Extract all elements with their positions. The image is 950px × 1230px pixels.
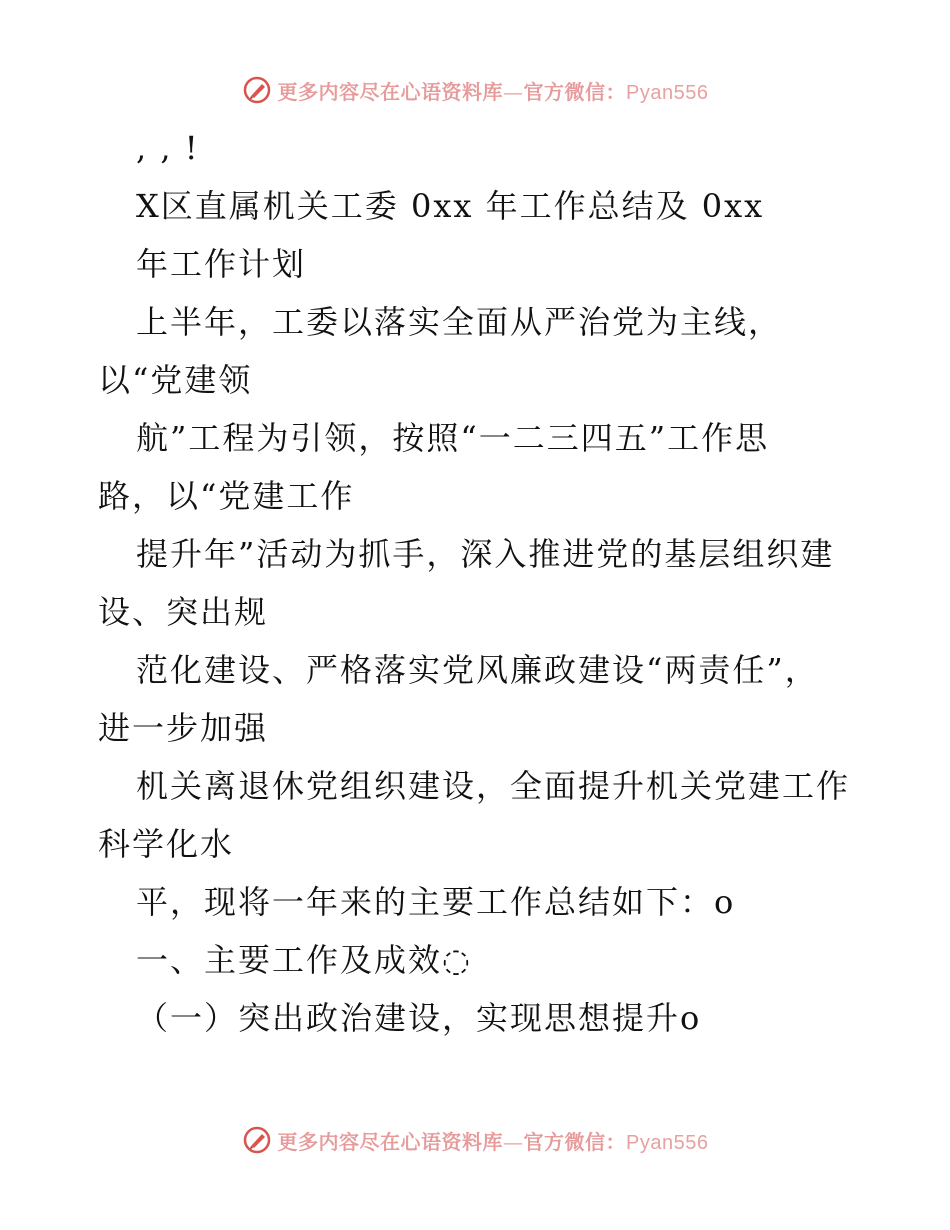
watermark-text bbox=[278, 1126, 709, 1155]
paragraph-line: 进一步加强 bbox=[98, 709, 269, 747]
paragraph-line: 设、突出规 bbox=[98, 593, 269, 631]
watermark-wechat-id: Pyan556 bbox=[626, 1131, 709, 1154]
watermark-wechat-label: 官方微信： bbox=[523, 79, 627, 104]
doc-title-line-1: X区直属机关工委 0xx 年工作总结及 0xx bbox=[136, 187, 765, 225]
footer-watermark bbox=[0, 1120, 950, 1160]
paragraph-line: 机关离退休党组织建设，全面提升机关党建工作 bbox=[136, 767, 851, 805]
watermark-dash: — bbox=[503, 79, 524, 104]
paragraph-line: 航”工程为引领，按照“一二三四五”工作思 bbox=[136, 419, 770, 457]
watermark-cn: 更多内容尽在心语资料库 bbox=[277, 1129, 504, 1154]
watermark-cn: 更多内容尽在心语资料库 bbox=[277, 79, 504, 104]
punctuation-line: , , ! bbox=[136, 129, 200, 167]
watermark-text bbox=[278, 76, 709, 105]
paragraph-line: 上半年，工委以落实全面从严治党为主线， bbox=[136, 303, 783, 341]
pen-logo-icon bbox=[242, 1125, 272, 1155]
watermark-wechat-label: 官方微信： bbox=[523, 1129, 627, 1154]
doc-title-line-2: 年工作计划 bbox=[136, 245, 307, 283]
paragraph-line: 科学化水 bbox=[98, 825, 235, 863]
watermark-dash: — bbox=[503, 1129, 524, 1154]
paragraph-line: 平，现将一年来的主要工作总结如下：o bbox=[136, 883, 736, 921]
paragraph-line: 提升年”活动为抓手，深入推进党的基层组织建 bbox=[136, 535, 835, 573]
watermark-wechat-id: Pyan556 bbox=[626, 81, 709, 104]
paragraph-line: 范化建设、严格落实党风廉政建设“两责任”， bbox=[136, 651, 819, 689]
subsection-heading: （一）突出政治建设，实现思想提升o bbox=[136, 999, 702, 1037]
pen-logo-icon bbox=[242, 75, 272, 105]
header-watermark bbox=[0, 70, 950, 110]
paragraph-line: 路，以“党建工作 bbox=[98, 477, 355, 515]
paragraph-line: 以“党建领 bbox=[98, 361, 253, 399]
section-heading: 一、主要工作及成效◌ bbox=[136, 941, 472, 979]
